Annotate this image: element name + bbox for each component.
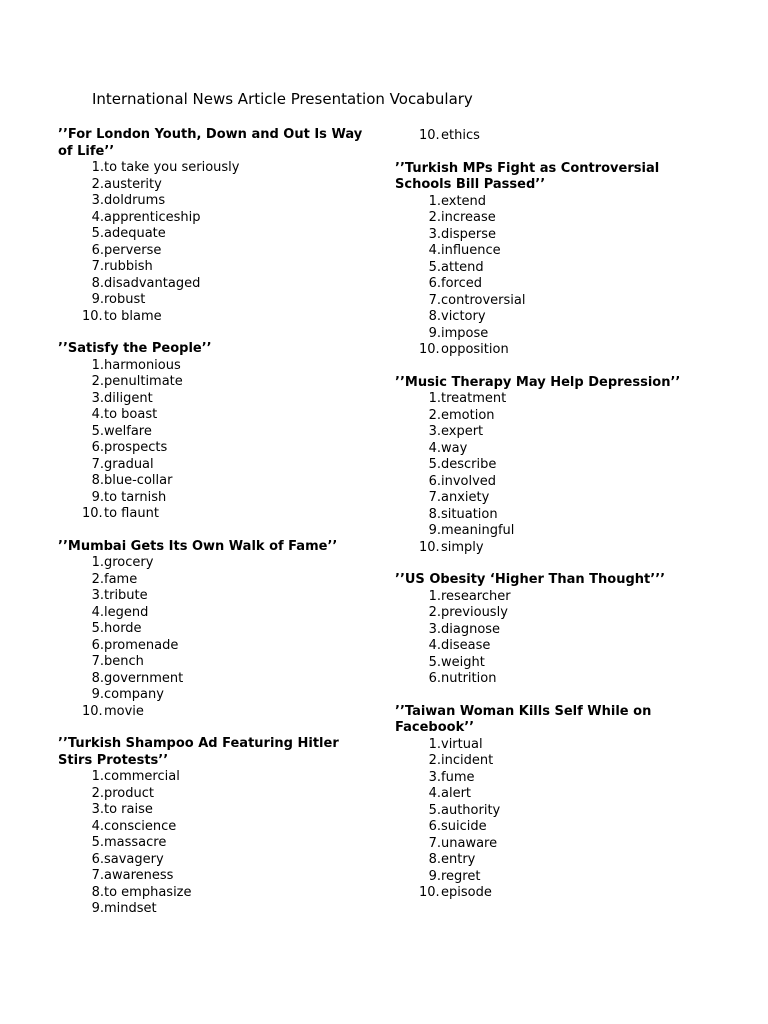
- vocab-word: increase: [441, 210, 496, 225]
- vocab-word: adequate: [104, 226, 166, 241]
- item-number: 4.: [428, 786, 441, 801]
- vocab-word: movie: [104, 703, 144, 719]
- list-item: [395, 424, 715, 441]
- list-item: [58, 802, 368, 819]
- list-item: [395, 227, 715, 244]
- item-number: 6.: [91, 637, 104, 653]
- list-item: [395, 753, 715, 770]
- vocab-word: gradual: [104, 456, 154, 472]
- vocab-word: company: [104, 687, 164, 702]
- vocab-word: conscience: [104, 818, 177, 834]
- list-item: [395, 737, 715, 754]
- list-item: [395, 457, 715, 474]
- list-item: [58, 588, 368, 605]
- list-item: [58, 490, 368, 507]
- vocab-word: massacre: [104, 835, 167, 850]
- list-item: [395, 869, 715, 886]
- item-number: 7.: [91, 868, 104, 883]
- list-item: [395, 326, 715, 343]
- list-item: [58, 457, 368, 474]
- vocab-word: awareness: [104, 868, 174, 883]
- vocab-word: anxiety: [441, 490, 490, 505]
- vocab-word: to flaunt: [104, 506, 159, 521]
- list-item: [395, 194, 715, 211]
- list-item: [395, 210, 715, 227]
- list-item: [395, 391, 715, 408]
- vocab-word: tribute: [104, 588, 148, 603]
- vocab-word: way: [441, 440, 468, 456]
- vocab-word: welfare: [104, 423, 152, 439]
- vocab-word: disadvantaged: [104, 275, 201, 291]
- item-number: 1.: [428, 391, 441, 406]
- vocab-word: unaware: [441, 835, 498, 851]
- item-number: 1.: [91, 357, 104, 373]
- list-item: [58, 259, 368, 276]
- list-item: [58, 177, 368, 194]
- item-number: 9.: [428, 523, 441, 538]
- item-number: 10.: [419, 128, 440, 143]
- vocab-word: expert: [441, 424, 484, 439]
- right-column: [395, 128, 715, 918]
- vocab-list: [395, 194, 715, 359]
- list-item: [58, 786, 368, 803]
- vocab-word: virtual: [441, 736, 483, 752]
- list-item: [58, 160, 368, 177]
- list-item: [58, 506, 368, 523]
- list-item: [395, 276, 715, 293]
- item-number: 4.: [91, 407, 104, 422]
- list-item: [395, 589, 715, 606]
- item-number: 7.: [428, 835, 441, 851]
- list-item: [395, 836, 715, 853]
- item-number: 10.: [419, 342, 440, 357]
- vocab-word: savagery: [104, 851, 164, 867]
- vocab-word: impose: [441, 325, 489, 341]
- vocab-word: controversial: [441, 292, 526, 308]
- article-heading: ’’Turkish MPs Fight as Controversial Schools Bill Passed’’: [395, 160, 660, 192]
- list-item: [58, 835, 368, 852]
- item-number: 8.: [91, 275, 104, 291]
- item-number: 5.: [91, 835, 104, 850]
- item-number: 3.: [91, 390, 104, 406]
- list-item: [58, 424, 368, 441]
- list-item: [58, 309, 368, 326]
- vocab-word: attend: [441, 259, 484, 275]
- list-item: [395, 605, 715, 622]
- list-item: [395, 803, 715, 820]
- item-number: 9.: [428, 868, 441, 884]
- item-number: 8.: [428, 506, 441, 522]
- vocab-word: to boast: [104, 407, 158, 422]
- item-number: 10.: [82, 308, 103, 324]
- vocab-word: diagnose: [441, 621, 501, 637]
- vocab-word: extend: [441, 193, 487, 209]
- vocab-section-left-3: [58, 539, 368, 721]
- item-number: 3.: [91, 193, 104, 208]
- vocab-word: researcher: [441, 588, 511, 604]
- vocab-word: legend: [104, 604, 149, 620]
- vocab-word: opposition: [441, 342, 509, 357]
- vocab-section-right-3: [395, 572, 715, 688]
- list-item: [58, 769, 368, 786]
- vocab-word: disease: [441, 638, 491, 653]
- vocab-word: penultimate: [104, 374, 183, 389]
- list-item: [395, 441, 715, 458]
- item-number: 9.: [91, 489, 104, 505]
- item-number: 6.: [428, 276, 441, 291]
- item-number: 2.: [91, 571, 104, 587]
- vocab-word: promenade: [104, 637, 179, 653]
- continued-list-item: [395, 128, 715, 145]
- list-item: [395, 243, 715, 260]
- vocab-word: incident: [441, 753, 494, 768]
- item-number: 7.: [91, 456, 104, 472]
- vocab-list: [395, 589, 715, 688]
- item-number: 1.: [428, 588, 441, 604]
- item-number: 3.: [91, 802, 104, 817]
- vocab-section-right-1: [395, 161, 715, 359]
- vocab-word: rubbish: [104, 259, 153, 274]
- vocab-list: [58, 358, 368, 523]
- list-item: [395, 309, 715, 326]
- vocab-word: robust: [104, 292, 146, 307]
- vocab-section-left-1: [58, 127, 368, 325]
- list-item: [58, 572, 368, 589]
- list-item: [395, 885, 715, 902]
- article-heading: ’’For London Youth, Down and Out Is Way of Life’’: [58, 127, 363, 159]
- vocab-list: [58, 160, 368, 325]
- vocab-word: bench: [104, 654, 144, 669]
- vocab-word: previously: [441, 605, 508, 620]
- item-number: 5.: [91, 423, 104, 439]
- list-item: [395, 770, 715, 787]
- list-item: [395, 474, 715, 491]
- vocab-word: simply: [441, 539, 484, 555]
- item-number: 10.: [82, 506, 103, 521]
- list-item: [58, 276, 368, 293]
- vocab-word: fume: [441, 769, 475, 785]
- list-item: [58, 440, 368, 457]
- list-item: [58, 193, 368, 210]
- list-item: [395, 408, 715, 425]
- item-number: 8.: [91, 670, 104, 686]
- list-item: [395, 260, 715, 277]
- item-number: 8.: [91, 884, 104, 900]
- list-item: [58, 819, 368, 836]
- list-item: [58, 621, 368, 638]
- list-item: [58, 885, 368, 902]
- vocab-word: horde: [104, 621, 142, 636]
- item-number: 6.: [428, 473, 441, 489]
- item-number: 6.: [91, 440, 104, 455]
- vocab-word: weight: [441, 654, 485, 670]
- item-number: 6.: [91, 242, 104, 258]
- item-number: 3.: [428, 226, 441, 242]
- item-number: 5.: [91, 621, 104, 636]
- item-number: 7.: [91, 259, 104, 274]
- vocab-word: perverse: [104, 242, 162, 258]
- item-number: 4.: [91, 604, 104, 620]
- list-item: [395, 540, 715, 557]
- list-item: [395, 342, 715, 359]
- item-number: 4.: [91, 209, 104, 225]
- vocab-word: emotion: [441, 407, 495, 423]
- vocab-word: authority: [441, 802, 501, 818]
- item-number: 1.: [91, 769, 104, 784]
- item-number: 8.: [91, 473, 104, 488]
- list-item: [395, 490, 715, 507]
- item-number: 10.: [419, 539, 440, 555]
- list-item: [58, 210, 368, 227]
- vocab-word: diligent: [104, 390, 153, 406]
- list-item: [395, 852, 715, 869]
- vocab-word: alert: [441, 786, 472, 801]
- vocab-word: regret: [441, 868, 481, 884]
- vocab-word: involved: [441, 473, 497, 489]
- article-heading: ’’Satisfy the People’’: [58, 341, 212, 356]
- item-number: 3.: [428, 424, 441, 439]
- article-heading: ’’US Obesity ‘Higher Than Thought’’’: [395, 572, 666, 587]
- article-heading: ’’Turkish Shampoo Ad Featuring Hitler Stirs Protests’’: [58, 736, 339, 768]
- vocab-list: [58, 555, 368, 720]
- list-item: [395, 638, 715, 655]
- item-number: 1.: [428, 736, 441, 752]
- item-number: 8.: [428, 852, 441, 867]
- list-item: [395, 671, 715, 688]
- list-item: [395, 293, 715, 310]
- vocab-word: austerity: [104, 176, 162, 192]
- list-item: [58, 374, 368, 391]
- list-item: [395, 523, 715, 540]
- item-number: 1.: [428, 193, 441, 209]
- list-item: [58, 852, 368, 869]
- item-number: 3.: [428, 621, 441, 637]
- item-number: 4.: [428, 440, 441, 456]
- article-heading: ’’Music Therapy May Help Depression’’: [395, 374, 681, 390]
- item-number: 5.: [428, 802, 441, 818]
- list-item: [58, 358, 368, 375]
- list-item: [58, 704, 368, 721]
- vocab-word: to raise: [104, 802, 153, 817]
- item-number: 2.: [91, 176, 104, 192]
- item-number: 4.: [428, 243, 441, 258]
- item-number: 5.: [428, 457, 441, 472]
- left-column: [58, 127, 368, 934]
- list-item: [58, 407, 368, 424]
- list-item: [58, 292, 368, 309]
- vocab-word: episode: [441, 885, 492, 900]
- vocab-section-right-2: [395, 375, 715, 557]
- list-item: [58, 473, 368, 490]
- vocab-word: harmonious: [104, 357, 181, 373]
- item-number: 9.: [428, 325, 441, 341]
- list-item: [58, 555, 368, 572]
- item-number: 2.: [428, 605, 441, 620]
- item-number: 2.: [428, 407, 441, 423]
- vocab-word: to blame: [104, 308, 162, 324]
- vocab-word: ethics: [441, 128, 480, 143]
- vocab-word: government: [104, 670, 184, 686]
- vocab-section-right-4: [395, 704, 715, 902]
- list-item: [395, 507, 715, 524]
- item-number: 9.: [91, 901, 104, 916]
- item-number: 10.: [82, 703, 103, 719]
- vocab-word: to tarnish: [104, 489, 167, 505]
- item-number: 2.: [91, 374, 104, 389]
- vocab-word: mindset: [104, 901, 157, 916]
- vocab-word: forced: [441, 276, 482, 291]
- vocab-word: grocery: [104, 555, 154, 570]
- item-number: 3.: [428, 769, 441, 785]
- list-item: [58, 654, 368, 671]
- vocab-word: to emphasize: [104, 884, 192, 900]
- list-item: [395, 819, 715, 836]
- list-item: [58, 901, 368, 918]
- vocab-section-left-2: [58, 341, 368, 523]
- vocab-word: commercial: [104, 769, 180, 784]
- vocab-word: fame: [104, 571, 138, 587]
- vocab-list: [58, 769, 368, 918]
- vocab-word: victory: [441, 309, 486, 324]
- item-number: 6.: [91, 851, 104, 867]
- article-heading: ’’Taiwan Woman Kills Self While on Facebook’’: [395, 703, 652, 735]
- vocab-word: prospects: [104, 440, 168, 455]
- list-item: [58, 243, 368, 260]
- vocab-word: product: [104, 785, 155, 801]
- item-number: 3.: [91, 588, 104, 603]
- vocab-word: suicide: [441, 819, 487, 834]
- item-number: 5.: [428, 259, 441, 275]
- item-number: 4.: [91, 818, 104, 834]
- vocab-word: blue-collar: [104, 473, 173, 488]
- item-number: 2.: [428, 753, 441, 768]
- vocab-word: influence: [441, 243, 501, 258]
- vocab-word: entry: [441, 852, 476, 867]
- vocab-word: treatment: [441, 391, 507, 406]
- vocab-list: [395, 391, 715, 556]
- item-number: 1.: [91, 160, 104, 175]
- list-item: [58, 391, 368, 408]
- vocab-word: situation: [441, 506, 498, 522]
- item-number: 7.: [428, 490, 441, 505]
- vocab-list: [395, 737, 715, 902]
- vocab-word: nutrition: [441, 671, 497, 686]
- item-number: 10.: [419, 885, 440, 900]
- item-number: 6.: [428, 671, 441, 686]
- list-item: [58, 687, 368, 704]
- vocab-word: apprenticeship: [104, 209, 201, 225]
- item-number: 2.: [428, 210, 441, 225]
- item-number: 9.: [91, 292, 104, 307]
- vocab-word: meaningful: [441, 523, 515, 538]
- page-title: International News Article Presentation Vocabulary: [92, 90, 473, 108]
- item-number: 7.: [91, 654, 104, 669]
- vocab-section-left-4: [58, 736, 368, 918]
- vocab-word: disperse: [441, 226, 497, 242]
- item-number: 7.: [428, 292, 441, 308]
- list-item: [58, 638, 368, 655]
- list-item: [58, 671, 368, 688]
- article-heading: ’’Mumbai Gets Its Own Walk of Fame’’: [58, 538, 338, 554]
- list-item: [395, 786, 715, 803]
- item-number: 1.: [91, 555, 104, 570]
- vocab-word: to take you seriously: [104, 160, 240, 175]
- item-number: 9.: [91, 687, 104, 702]
- item-number: 8.: [428, 309, 441, 324]
- item-number: 6.: [428, 819, 441, 834]
- item-number: 2.: [91, 785, 104, 801]
- list-item: [58, 868, 368, 885]
- list-item: [58, 226, 368, 243]
- item-number: 5.: [428, 654, 441, 670]
- item-number: 4.: [428, 638, 441, 653]
- item-number: 5.: [91, 226, 104, 241]
- vocab-word: describe: [441, 457, 497, 472]
- list-item: [58, 605, 368, 622]
- list-item: [395, 655, 715, 672]
- vocab-word: doldrums: [104, 193, 166, 208]
- list-item: [395, 622, 715, 639]
